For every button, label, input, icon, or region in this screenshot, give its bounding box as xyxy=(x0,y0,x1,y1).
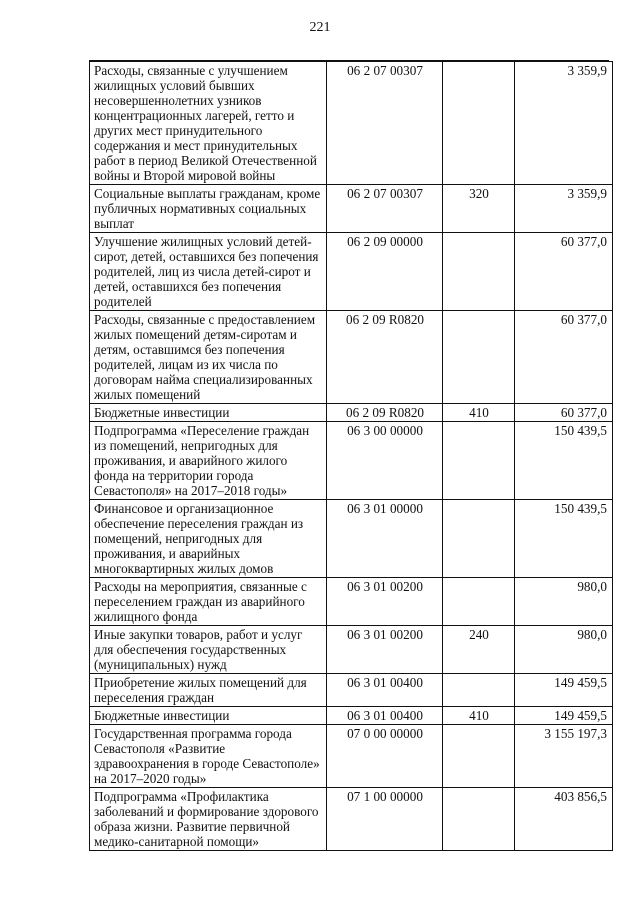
row-amount-cell: 150 439,5 xyxy=(515,500,613,578)
row-expense-type-cell xyxy=(443,62,515,185)
row-code-cell: 06 2 09 00000 xyxy=(327,233,443,311)
row-amount-cell: 980,0 xyxy=(515,626,613,674)
row-amount-cell: 60 377,0 xyxy=(515,311,613,404)
row-code-cell: 06 3 01 00400 xyxy=(327,707,443,725)
row-name-cell: Финансовое и организационное обеспечение переселения граждан из помещений, непригодных для проживания, и аварийных многоквартирных жилых домов xyxy=(90,500,327,578)
row-amount-cell: 60 377,0 xyxy=(515,404,613,422)
row-code-cell: 06 3 01 00200 xyxy=(327,626,443,674)
row-name-cell: Бюджетные инвестиции xyxy=(90,404,327,422)
table-row xyxy=(90,674,613,707)
page-number: 221 xyxy=(309,20,331,35)
row-expense-type-cell xyxy=(443,788,515,851)
row-code-cell: 06 3 01 00400 xyxy=(327,674,443,707)
budget-table xyxy=(89,61,613,851)
row-name-cell: Подпрограмма «Переселение граждан из помещений, непригодных для проживания, и аварийного жилого фонда на территории города Севастополя» на 2017–2018 годы» xyxy=(90,422,327,500)
row-code-cell: 06 3 01 00000 xyxy=(327,500,443,578)
table-row xyxy=(90,788,613,851)
row-name-cell: Подпрограмма «Профилактика заболеваний и формирование здорового образа жизни. Развитие первичной медико-санитарной помощи» xyxy=(90,788,327,851)
row-code-cell: 07 1 00 00000 xyxy=(327,788,443,851)
table-row xyxy=(90,500,613,578)
row-amount-cell: 60 377,0 xyxy=(515,233,613,311)
row-code-cell: 06 2 07 00307 xyxy=(327,185,443,233)
row-expense-type-cell xyxy=(443,422,515,500)
row-amount-cell: 3 155 197,3 xyxy=(515,725,613,788)
row-name-cell: Бюджетные инвестиции xyxy=(90,707,327,725)
table-row xyxy=(90,578,613,626)
table-row xyxy=(90,404,613,422)
row-amount-cell: 149 459,5 xyxy=(515,674,613,707)
row-amount-cell: 149 459,5 xyxy=(515,707,613,725)
row-amount-cell: 980,0 xyxy=(515,578,613,626)
row-name-cell: Государственная программа города Севастополя «Развитие здравоохранения в городе Севастополе» на 2017–2020 годы» xyxy=(90,725,327,788)
row-expense-type-cell xyxy=(443,233,515,311)
row-code-cell: 07 0 00 00000 xyxy=(327,725,443,788)
row-expense-type-cell: 410 xyxy=(443,404,515,422)
row-code-cell: 06 3 00 00000 xyxy=(327,422,443,500)
table-row xyxy=(90,626,613,674)
table-row xyxy=(90,725,613,788)
row-code-cell: 06 2 09 R0820 xyxy=(327,311,443,404)
row-code-cell: 06 3 01 00200 xyxy=(327,578,443,626)
table-row xyxy=(90,62,613,185)
row-name-cell: Расходы, связанные с предоставлением жилых помещений детям-сиротам и детям, оставшимся без попечения родителей, лицам из их числа по договорам найма специализированных жилых помещений xyxy=(90,311,327,404)
row-expense-type-cell xyxy=(443,311,515,404)
row-expense-type-cell xyxy=(443,725,515,788)
table-body xyxy=(90,62,613,851)
table-row xyxy=(90,233,613,311)
row-amount-cell: 3 359,9 xyxy=(515,185,613,233)
row-name-cell: Улучшение жилищных условий детей-сирот, детей, оставшихся без попечения родителей, лиц из числа детей-сирот и детей, оставшихся без попечения родителей xyxy=(90,233,327,311)
row-code-cell: 06 2 09 R0820 xyxy=(327,404,443,422)
table-row xyxy=(90,311,613,404)
row-amount-cell: 3 359,9 xyxy=(515,62,613,185)
row-name-cell: Расходы на мероприятия, связанные с переселением граждан из аварийного жилищного фонда xyxy=(90,578,327,626)
row-expense-type-cell xyxy=(443,500,515,578)
row-name-cell: Приобретение жилых помещений для переселения граждан xyxy=(90,674,327,707)
row-amount-cell: 403 856,5 xyxy=(515,788,613,851)
table-row xyxy=(90,707,613,725)
table-row xyxy=(90,185,613,233)
row-expense-type-cell: 410 xyxy=(443,707,515,725)
table-row xyxy=(90,422,613,500)
row-name-cell: Иные закупки товаров, работ и услуг для обеспечения государственных (муниципальных) нужд xyxy=(90,626,327,674)
row-expense-type-cell xyxy=(443,578,515,626)
row-amount-cell: 150 439,5 xyxy=(515,422,613,500)
row-name-cell: Расходы, связанные с улучшением жилищных условий бывших несовершеннолетних узников концентрационных лагерей, гетто и других мест принудительного содержания и мест принудительных работ в период Великой Отечественной войны и Второй мировой войны xyxy=(90,62,327,185)
row-expense-type-cell xyxy=(443,674,515,707)
table-top-rule xyxy=(89,60,609,62)
row-expense-type-cell: 240 xyxy=(443,626,515,674)
row-expense-type-cell: 320 xyxy=(443,185,515,233)
row-name-cell: Социальные выплаты гражданам, кроме публичных нормативных социальных выплат xyxy=(90,185,327,233)
row-code-cell: 06 2 07 00307 xyxy=(327,62,443,185)
